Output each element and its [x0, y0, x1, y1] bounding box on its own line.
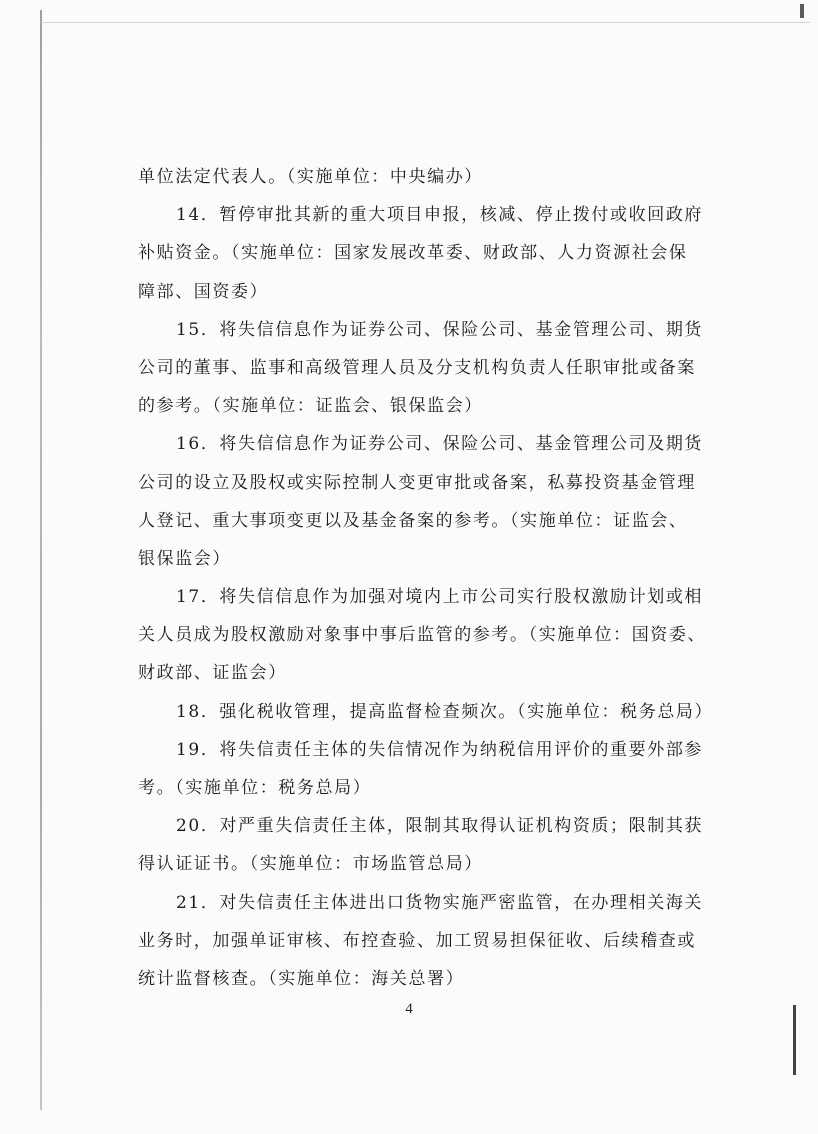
scan-mark-top-right — [800, 4, 804, 18]
text-line: 统计监督核查。（实施单位：海关总署） — [138, 968, 465, 989]
text-line: 业务时，加强单证审核、布控查验、加工贸易担保征收、后续稽查或 — [138, 930, 696, 951]
page-number: 4 — [405, 1001, 413, 1017]
text-line: 补贴资金。（实施单位：国家发展改革委、财政部、人力资源社会保 — [138, 243, 688, 264]
text-line: 的参考。（实施单位：证监会、银保监会） — [138, 396, 483, 417]
scan-left-edge — [40, 10, 42, 1110]
scan-top-edge — [40, 22, 810, 23]
text-line: 公司的董事、监事和高级管理人员及分支机构负责人任职审批或备案 — [138, 357, 696, 378]
text-line: 16．将失信信息作为证券公司、保险公司、基金管理公司及期货 — [176, 434, 704, 455]
text-line: 单位法定代表人。（实施单位：中央编办） — [138, 167, 483, 187]
text-line: 银保监会） — [138, 548, 231, 569]
text-line: 14．暂停审批其新的重大项目申报，核减、停止拨付或收回政府 — [176, 205, 704, 226]
text-line: 20．对严重失信责任主体，限制其取得认证机构资质；限制其获 — [176, 816, 704, 837]
text-line: 公司的设立及股权或实际控制人变更审批或备案，私募投资基金管理 — [138, 472, 696, 493]
text-line: 考。（实施单位：税务总局） — [138, 778, 372, 798]
text-line: 关人员成为股权激励对象事中事后监管的参考。（实施单位：国资委、 — [138, 625, 707, 646]
text-line: 得认证证书。（实施单位：市场监管总局） — [138, 854, 483, 875]
text-line: 17．将失信信息作为加强对境内上市公司实行股权激励计划或相 — [176, 587, 704, 608]
text-line: 15．将失信信息作为证券公司、保险公司、基金管理公司、期货 — [176, 319, 704, 340]
document-body — [138, 158, 714, 998]
text-line: 21．对失信责任主体进出口货物实施严密监管，在办理相关海关 — [176, 892, 704, 913]
text-line: 障部、国资委） — [138, 281, 269, 302]
text-line: 财政部、证监会） — [138, 663, 287, 684]
text-line: 19．将失信责任主体的失信情况作为纳税信用评价的重要外部参 — [176, 739, 704, 760]
text-line: 人登记、重大事项变更以及基金备案的参考。（实施单位：证监会、 — [138, 510, 688, 531]
text-line: 18．强化税收管理，提高监督检查频次。（实施单位：税务总局） — [176, 701, 714, 722]
